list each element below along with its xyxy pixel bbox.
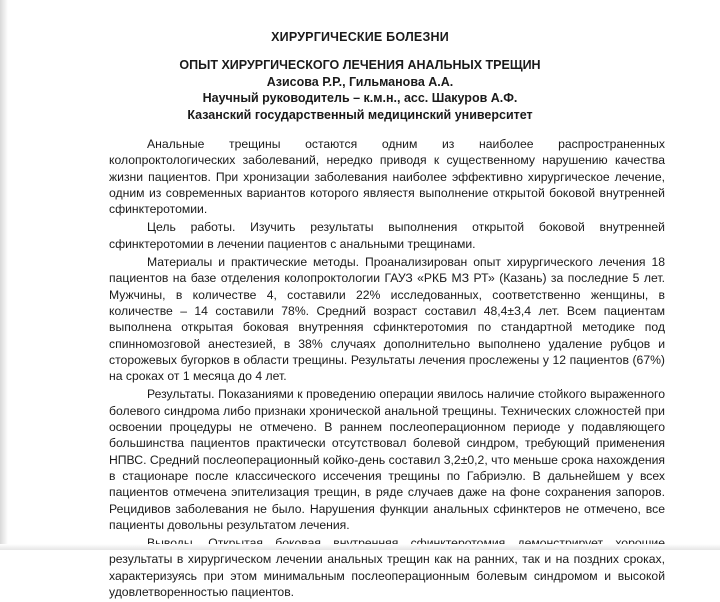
page-bottom-shadow: [0, 544, 720, 550]
paragraph-aim: Цель работы. Изучить результаты выполнения открытой боковой внутренней сфинктеротомии в лечении пациентов с анальными трещинами.: [109, 220, 665, 251]
article-supervisor: Научный руководитель – к.м.н., асс. Шакуров А.Ф.: [202, 91, 518, 105]
paragraph-results: Результаты. Показаниями к проведению операции явилось наличие стойкого выраженного болевого синдрома либо признаки хронической анальной трещины. Технических сложностей при освоении процедуры не отмечено. В раннем послеоперационном периоде у подавляющего большинства пациентов практически отсутствовал болевой синдром, требующий применения НПВС. Средний послеоперационный койко-день составил 3,2±0,2, что меньше срока нахождения в стационаре после классического иссечения трещины по Габриэлю. В дальнейшем у всех пациентов отмечена эпителизация трещин, в ряде случаев даже на фоне сохранения запоров. Рецидивов заболевания не было. Нарушения функции анальных сфинктеров не отмечено, все пациенты довольны результатом лечения.: [109, 387, 665, 532]
article-body: [109, 136, 665, 602]
section-title: ХИРУРГИЧЕСКИЕ БОЛЕЗНИ: [271, 30, 449, 44]
paragraph-conclusions: результаты в хирургическом лечении анальных трещин как на ранних, так и на поздних сроках, характеризуясь при этом минимальным послеоперационным болевым синдромом и высокой удовлетворенностью пациентов.: [109, 552, 665, 600]
article-title: ОПЫТ ХИРУРГИЧЕСКОГО ЛЕЧЕНИЯ АНАЛЬНЫХ ТРЕЩИН: [179, 58, 541, 72]
article-institution: Казанский государственный медицинский университет: [187, 107, 533, 122]
article-authors: Азисова Р.Р., Гильманова А.А.: [266, 74, 454, 89]
article-header: [0, 57, 720, 123]
paragraph-introduction: Анальные трещины остаются одним из наиболее распространенных колопроктологических заболеваний, нередко приводя к существенному нарушению качества жизни пациентов. При хронизации заболевания наиболее эффективно хирургическое лечение, одним из современных вариантов которого являестя выполнение открытой боковой внутренней сфинктеротомии.: [109, 137, 665, 217]
paragraph-methods: Материалы и практические методы. Проанализирован опыт хирургического лечения 18 пациентов на базе отделения колопроктологии ГАУЗ «РКБ МЗ РТ» (Казань) за последние 5 лет. Мужчины, в количестве 4, составили 22% исследованных, соответственно женщины, в количестве – 14 составили 78%. Средний возраст составил 48,4±3,4 лет. Всем пациентам выполнена открытая боковая внутренняя сфинктеротомия по стандартной методике под спинномозговой анестезией, в 38% случаях дополнительно выполнено удаление рубцов и сторожевых бугорков в области трещины. Результаты лечения прослежены у 12 пациентов (67%) на сроках от 1 месяца до 4 лет.: [109, 255, 665, 384]
